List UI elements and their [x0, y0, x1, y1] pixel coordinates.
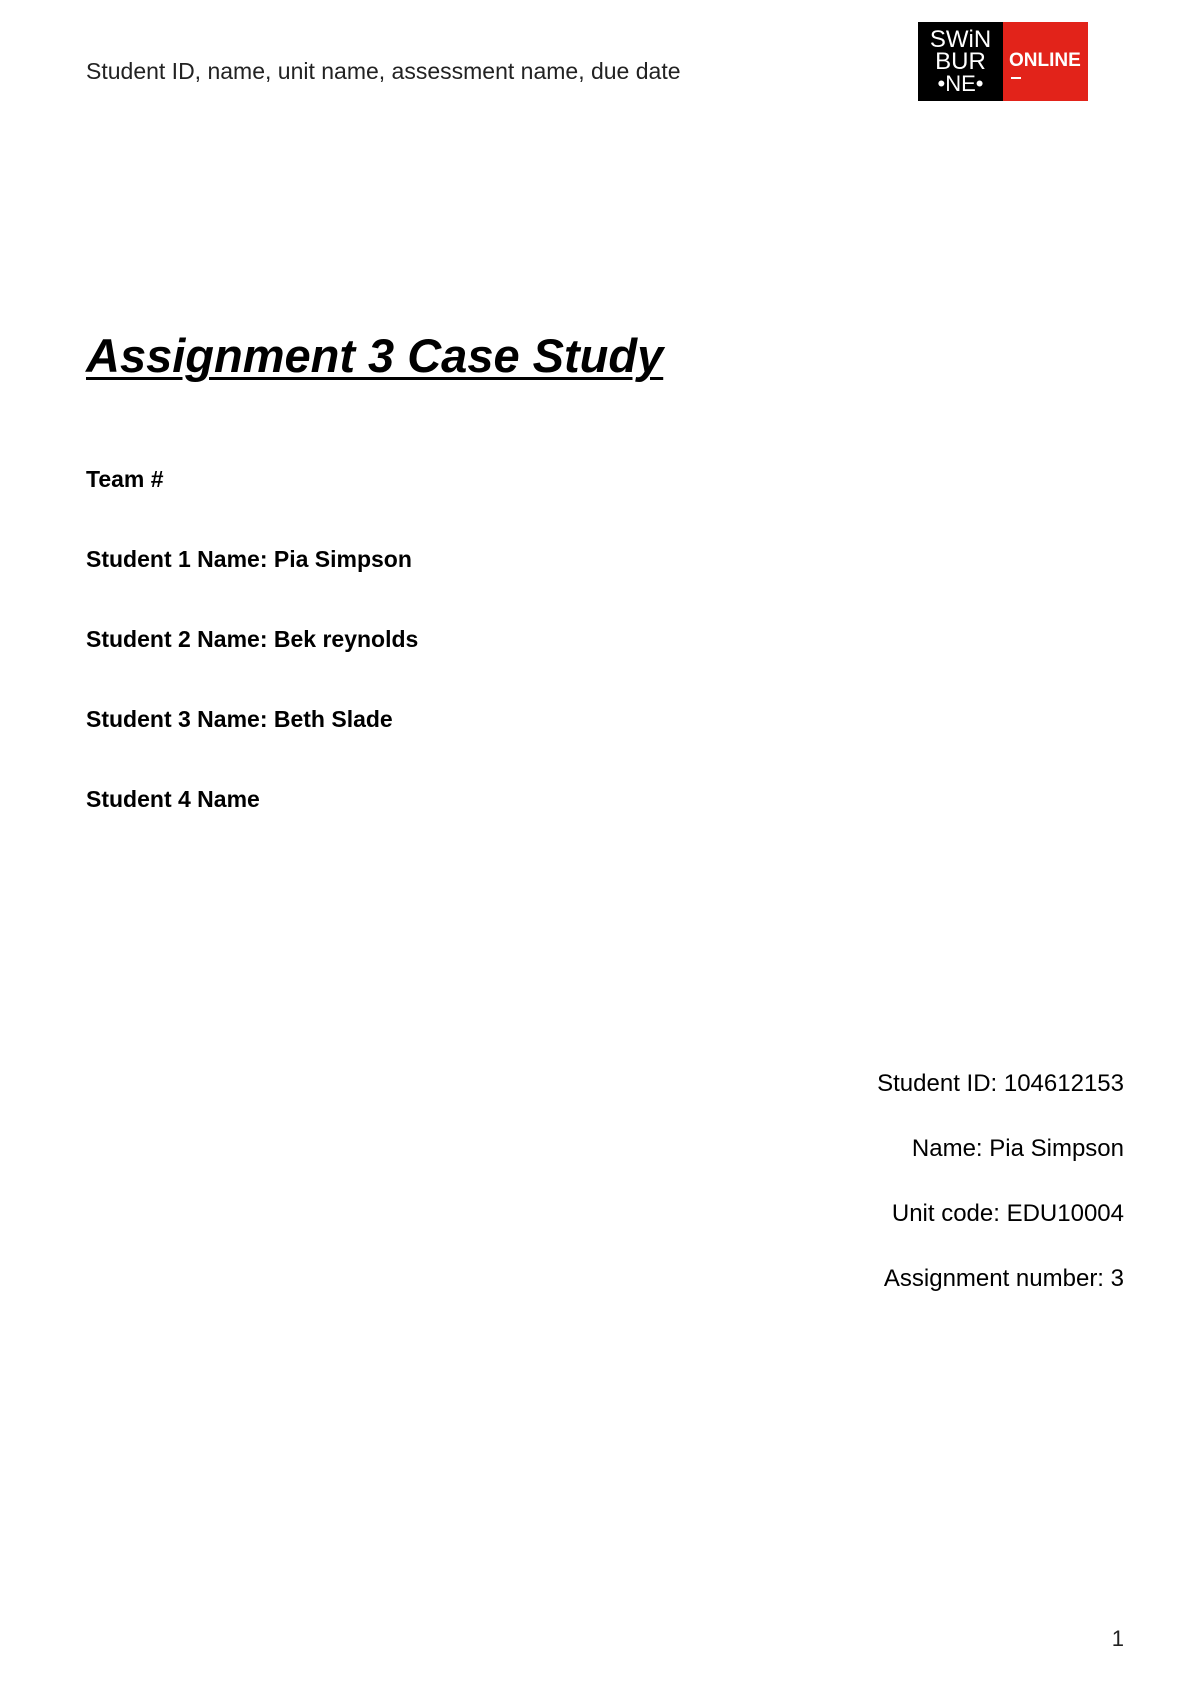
student-1-name: Student 1 Name: Pia Simpson	[86, 546, 412, 572]
page-number: 1	[1111, 1626, 1124, 1651]
logo-dash-mark	[1011, 77, 1021, 79]
unit-code-line: Unit code: EDU10004	[891, 1200, 1124, 1227]
document-title: Assignment 3 Case Study	[86, 329, 664, 382]
logo-text-line-3: •NE•	[937, 70, 984, 96]
logo-text-line-2: BUR	[935, 47, 986, 75]
logo-red-panel	[1003, 22, 1088, 101]
student-4-name: Student 4 Name	[86, 786, 260, 812]
student-details-block	[877, 1072, 1124, 1332]
swinburne-online-logo	[918, 22, 1088, 101]
name-line: Name: Pia Simpson	[911, 1135, 1124, 1162]
logo-online-text: ONLINE	[1009, 50, 1081, 71]
logo-black-panel	[918, 22, 1003, 101]
logo-text-line-1: SWiN	[929, 25, 992, 53]
student-2-name: Student 2 Name: Bek reynolds	[86, 626, 419, 652]
student-3-name: Student 3 Name: Beth Slade	[86, 706, 393, 732]
page-header-text: Student ID, name, unit name, assessment name, due date	[86, 58, 681, 84]
team-number-label: Team #	[86, 466, 164, 492]
student-id-line: Student ID: 104612153	[877, 1070, 1124, 1097]
assignment-number-line: Assignment number: 3	[883, 1265, 1124, 1292]
